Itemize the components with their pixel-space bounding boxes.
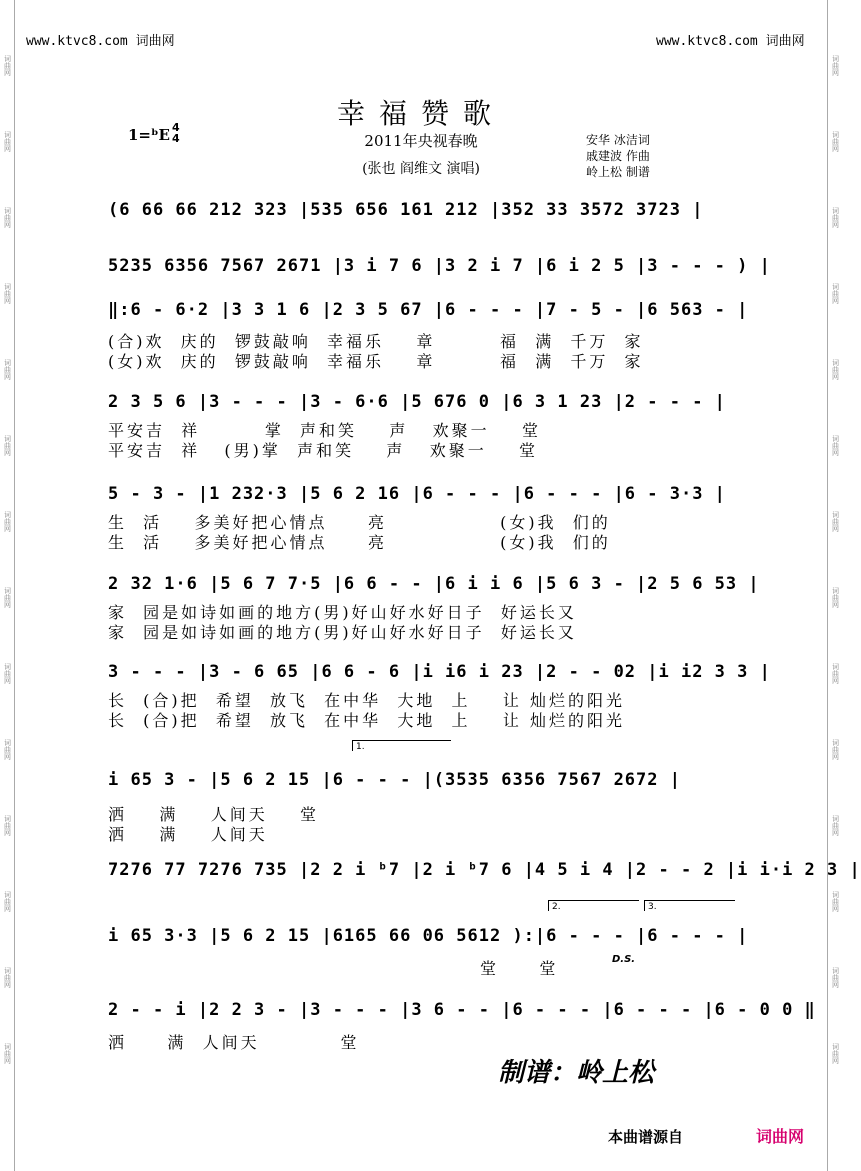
side-watermark: 词曲网 <box>3 1043 12 1064</box>
credit-composer: 戚建波 作曲 <box>586 149 650 163</box>
side-watermark: 词曲网 <box>831 55 840 76</box>
notation-line: ‖:6 - 6·2 |3 3 1 6 |2 3 5 67 |6 - - - |7 - 5 - |6 563 - | <box>108 300 749 320</box>
lyric-line: 平安吉 祥 (男)掌 声和笑 声 欢聚一 堂 <box>108 441 539 460</box>
side-watermark: 词曲网 <box>3 587 12 608</box>
side-watermark: 词曲网 <box>3 131 12 152</box>
side-watermark: 词曲网 <box>3 359 12 380</box>
credits <box>586 132 650 180</box>
lyric-line: 长 (合)把 希望 放飞 在中华 大地 上 让 灿烂的阳光 <box>108 691 625 710</box>
lyric-line: 长 (合)把 希望 放飞 在中华 大地 上 让 灿烂的阳光 <box>108 711 625 730</box>
side-watermark: 词曲网 <box>831 663 840 684</box>
notation-line: i 65 3·3 |5 6 2 15 |6165 66 06 5612 ):|6 - - - |6 - - - | <box>108 926 749 946</box>
notation-line: 2 32 1·6 |5 6 7 7·5 |6 6 - - |6 i i 6 |5 6 3 - |2 5 6 53 | <box>108 574 760 594</box>
notation-line: 5235 6356 7567 2671 |3 i 7 6 |3 2 i 7 |6 i 2 5 |3 - - - ) | <box>108 256 771 276</box>
song-title: 幸福赞歌 <box>336 97 505 130</box>
notation-line: (6 66 66 212 323 |535 656 161 212 |352 33 3572 3723 | <box>108 200 704 220</box>
notation-line: 2 - - i |2 2 3 - |3 - - - |3 6 - - |6 - - - |6 - - - |6 - 0 0 ‖ <box>108 1000 816 1020</box>
side-watermark: 词曲网 <box>831 435 840 456</box>
side-watermark: 词曲网 <box>3 511 12 532</box>
side-watermark: 词曲网 <box>3 207 12 228</box>
volta-bracket-first <box>352 740 451 751</box>
side-watermark: 词曲网 <box>3 435 12 456</box>
notation-line: 5 - 3 - |1 232·3 |5 6 2 16 |6 - - - |6 - - - |6 - 3·3 | <box>108 484 726 504</box>
notation-line: 7276 77 7276 735 |2 2 i ᵇ7 |2 i ᵇ7 6 |4 5 i 4 |2 - - 2 |i i·i 2 3 | <box>108 860 861 880</box>
side-watermark: 词曲网 <box>831 207 840 228</box>
side-watermark: 词曲网 <box>831 1043 840 1064</box>
side-watermark: 词曲网 <box>831 511 840 532</box>
song-subtitle: 2011年央视春晚 <box>364 132 478 150</box>
notation-line: i 65 3 - |5 6 2 15 |6 - - - |(3535 6356 7567 2672 | <box>108 770 681 790</box>
side-watermark: 词曲网 <box>3 967 12 988</box>
lyric-line: 洒 满 人间天 堂 <box>108 805 320 824</box>
lyric-line: 家 园是如诗如画的地方(男)好山好水好日子 好运长又 <box>108 603 577 622</box>
side-watermark: 词曲网 <box>831 283 840 304</box>
lyric-line: 洒 满 人间天 <box>108 825 268 844</box>
side-watermark: 词曲网 <box>831 967 840 988</box>
time-bottom: 4 <box>172 132 180 145</box>
volta-label: 3. <box>648 902 657 912</box>
arranger-signature: 制谱：岭上松 <box>498 1058 655 1088</box>
time-signature <box>172 122 180 144</box>
side-watermark: 词曲网 <box>831 739 840 760</box>
side-watermark: 词曲网 <box>3 891 12 912</box>
key-signature: 1=ᵇE <box>128 126 170 144</box>
lyric-line: 生 活 多美好把心情点 亮 (女)我 们的 <box>108 513 611 532</box>
song-singers: (张也 阎维文 演唱) <box>362 161 480 177</box>
lyric-line: 平安吉 祥 掌 声和笑 声 欢聚一 堂 <box>108 421 541 440</box>
credit-arranger: 岭上松 制谱 <box>586 165 650 179</box>
side-watermark: 词曲网 <box>831 359 840 380</box>
side-watermark: 词曲网 <box>831 587 840 608</box>
side-watermark: 词曲网 <box>831 815 840 836</box>
volta-label: 2. <box>552 902 561 912</box>
source-label: 本曲谱源自 <box>608 1128 684 1146</box>
side-watermark: 词曲网 <box>3 739 12 760</box>
credit-lyricist: 安华 冰洁词 <box>586 133 650 147</box>
side-watermark: 词曲网 <box>3 815 12 836</box>
site-header-right[interactable]: www.ktvc8.com 词曲网 <box>656 34 805 49</box>
lyric-line: 洒 满 人间天 堂 <box>108 1033 360 1052</box>
lyric-line: (合)欢 庆的 锣鼓敲响 幸福乐 章 福 满 千万 家 <box>108 332 644 351</box>
side-watermark: 词曲网 <box>831 131 840 152</box>
volta-label: 1. <box>356 742 365 752</box>
volta-bracket-third <box>644 900 735 911</box>
side-watermark: 词曲网 <box>3 283 12 304</box>
side-watermark: 词曲网 <box>831 891 840 912</box>
lyric-line: 家 园是如诗如画的地方(男)好山好水好日子 好运长又 <box>108 623 577 642</box>
side-watermark: 词曲网 <box>3 663 12 684</box>
site-logo[interactable]: 词曲网 <box>756 1127 805 1146</box>
lyric-line: 生 活 多美好把心情点 亮 (女)我 们的 <box>108 533 611 552</box>
da-segno-mark: D.S. <box>612 954 636 965</box>
volta-bracket-second <box>548 900 639 911</box>
notation-line: 2 3 5 6 |3 - - - |3 - 6·6 |5 676 0 |6 3 1 23 |2 - - - | <box>108 392 726 412</box>
site-header-left[interactable]: www.ktvc8.com 词曲网 <box>26 34 175 49</box>
notation-line: 3 - - - |3 - 6 65 |6 6 - 6 |i i6 i 23 |2 - - 02 |i i2 3 3 | <box>108 662 771 682</box>
lyric-line: 堂 堂 <box>108 959 559 978</box>
lyric-line: (女)欢 庆的 锣鼓敲响 幸福乐 章 福 满 千万 家 <box>108 352 644 371</box>
time-top: 4 <box>172 121 180 134</box>
side-watermark: 词曲网 <box>3 55 12 76</box>
